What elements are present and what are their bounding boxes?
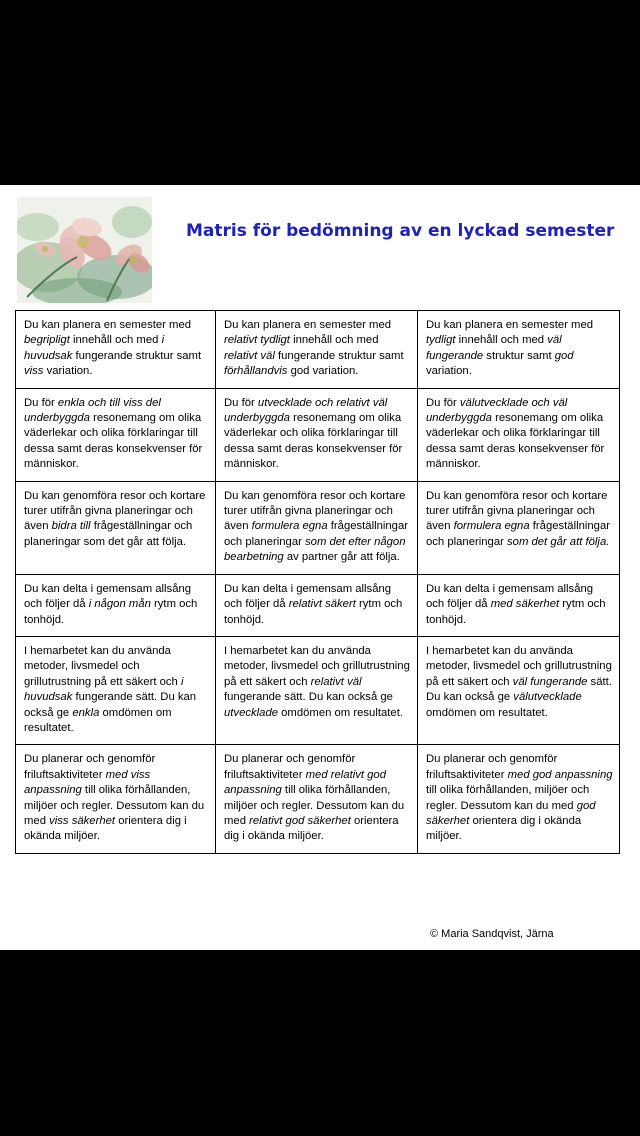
cell-text: innehåll och med — [69, 334, 162, 347]
copyright-footer: © Maria Sandqvist, Järna — [430, 928, 554, 940]
assessment-matrix — [15, 310, 620, 854]
cell-text: orientera dig i okända miljöer. — [426, 814, 582, 843]
cell-text: Du kan genomföra resor och kortare turer utifrån givna planeringar och även — [426, 489, 608, 533]
flower-watercolor-icon — [17, 197, 152, 303]
cell-text: fungerande struktur samt — [274, 349, 404, 362]
matrix-row — [16, 574, 620, 636]
cell-text: omdömen om resultatet. — [24, 706, 172, 734]
cell-text: Du kan delta i gemensam allsång och följer då — [426, 582, 594, 611]
matrix-row — [16, 388, 620, 481]
matrix-cell — [16, 636, 216, 744]
cell-text: fungerande sätt. Du kan också ge — [224, 691, 393, 704]
emphasis-text: i huvudsak — [24, 334, 165, 362]
emphasis-text: väl fungerande — [426, 334, 562, 362]
emphasis-text: bidra till — [51, 520, 91, 533]
emphasis-text: formulera egna — [251, 520, 328, 533]
emphasis-text: god säkerhet — [426, 799, 596, 827]
emphasis-text: med säkerhet — [490, 598, 560, 611]
matrix-row — [16, 745, 620, 853]
cell-text: resonemang om olika väderlekar och olika förklaringar till dessa samt deras konsekvenser för människor. — [426, 412, 605, 471]
emphasis-text: som det går att följa. — [507, 535, 610, 548]
cell-text: struktur samt — [483, 349, 555, 362]
cell-text: Du kan planera en semester med — [426, 319, 594, 331]
cell-text: Du planerar och genomför friluftsaktiviteter — [24, 753, 156, 781]
matrix-cell — [216, 311, 418, 389]
document-title: Matris för bedömning av en lyckad semester — [186, 221, 615, 241]
cell-text: frågeställningar och planeringar — [224, 520, 409, 548]
matrix-cell — [16, 745, 216, 853]
matrix-cell — [216, 636, 418, 744]
emphasis-text: utvecklade och relativt väl underbyggda — [224, 396, 388, 425]
matrix-cell — [16, 574, 216, 636]
cell-text: Du kan delta i gemensam allsång och följer då — [224, 582, 392, 611]
cell-text: innehåll och med — [289, 334, 379, 347]
matrix-row — [16, 311, 620, 389]
matrix-cell — [418, 388, 620, 481]
emphasis-text: med viss anpassning — [24, 768, 151, 797]
emphasis-text: relativt god säkerhet — [249, 814, 351, 827]
emphasis-text: utvecklade — [224, 706, 279, 719]
cell-text: Du kan genomföra resor och kortare turer utifrån givna planeringar och även — [24, 489, 206, 533]
emphasis-text: med god anpassning — [507, 768, 613, 781]
emphasis-text: med relativt god anpassning — [224, 768, 386, 797]
emphasis-text: enkla — [72, 706, 100, 719]
emphasis-text: god — [554, 349, 574, 362]
cell-text: Du planerar och genomför friluftsaktiviteter — [426, 753, 558, 781]
cell-text: rytm och tonhöjd. — [24, 598, 198, 626]
cell-text: innehåll och med — [455, 334, 548, 347]
cell-text: Du kan genomföra resor och kortare turer utifrån givna planeringar och även — [224, 489, 406, 533]
cell-text: frågeställningar och planeringar — [426, 520, 611, 548]
cell-text: variation. — [426, 365, 472, 378]
flower-illustration — [17, 197, 152, 303]
cell-text: rytm och tonhöjd. — [224, 598, 403, 626]
cell-text: Du kan planera en semester med — [224, 319, 392, 331]
cell-text: orientera dig i okända miljöer. — [224, 814, 399, 843]
cell-text: I hemarbetet kan du använda metoder, livsmedel och grillutrustning på ett säkert och — [426, 644, 612, 688]
document-page — [0, 185, 640, 950]
cell-text: orientera dig i okända miljöer. — [24, 814, 187, 843]
cell-text: Du för — [24, 396, 58, 409]
emphasis-text: viss — [24, 365, 44, 378]
matrix-cell — [16, 311, 216, 389]
cell-text: I hemarbetet kan du använda metoder, livsmedel och grillutrustning på ett säkert och — [224, 644, 410, 688]
emphasis-text: i huvudsak — [24, 675, 184, 704]
cell-text: resonemang om olika väderlekar och olika förklaringar till dessa samt deras konsekvenser för människor. — [224, 412, 403, 471]
cell-text: resonemang om olika väderlekar och olika förklaringar till dessa samt deras konsekvenser för människor. — [24, 412, 203, 471]
emphasis-text: formulera egna — [453, 520, 530, 533]
emphasis-text: relativt väl — [310, 675, 362, 688]
emphasis-text: relativt väl — [224, 349, 275, 362]
matrix-cell — [418, 481, 620, 574]
cell-text: variation. — [43, 365, 93, 378]
emphasis-text: förhållandvis — [224, 365, 288, 378]
matrix-cell — [418, 311, 620, 389]
cell-text: rytm och tonhöjd. — [426, 598, 606, 626]
cell-text: god variation. — [287, 365, 359, 378]
matrix-cell — [216, 388, 418, 481]
emphasis-text: viss säkerhet — [49, 814, 116, 827]
emphasis-text: relativt säkert — [288, 598, 356, 611]
cell-text: omdömen om resultatet. — [278, 706, 403, 719]
emphasis-text: välutvecklade och väl underbyggda — [426, 396, 568, 425]
emphasis-text: begripligt — [24, 334, 70, 347]
matrix-cell — [216, 745, 418, 853]
cell-text: sätt. Du kan också ge — [426, 675, 612, 704]
cell-text: fungerande sätt. Du kan också ge — [24, 691, 197, 719]
cell-text: frågeställningar och planeringar som det går att följa. — [24, 520, 193, 548]
emphasis-text: tydligt — [426, 334, 456, 347]
cell-text: till olika förhållanden, miljöer och regler. Dessutom kan du med — [426, 784, 590, 812]
matrix-cell — [216, 481, 418, 574]
matrix-cell — [418, 745, 620, 853]
cell-text: till olika förhållanden, miljöer och regler. Dessutom kan du med — [24, 784, 205, 827]
emphasis-text: som det efter någon bearbetning — [224, 535, 406, 564]
matrix-cell — [16, 481, 216, 574]
cell-text: Du kan planera en semester med — [24, 319, 192, 331]
matrix-cell — [418, 574, 620, 636]
cell-text: Du kan delta i gemensam allsång och följer då — [24, 582, 192, 611]
cell-text: I hemarbetet kan du använda metoder, livsmedel och grillutrustning på ett säkert och — [24, 644, 181, 688]
matrix-row — [16, 481, 620, 574]
cell-text: av partner går att följa. — [283, 551, 400, 564]
cell-text: Du för — [224, 396, 258, 409]
matrix-cell — [216, 574, 418, 636]
cell-text: Du planerar och genomför friluftsaktiviteter — [224, 753, 356, 781]
emphasis-text: i någon mån — [88, 598, 151, 611]
matrix-cell — [418, 636, 620, 744]
emphasis-text: enkla och till viss del underbyggda — [24, 396, 161, 425]
matrix-row — [16, 636, 620, 744]
emphasis-text: relativt tydligt — [224, 334, 290, 347]
cell-text: till olika förhållanden, miljöer och regler. Dessutom kan du med — [224, 784, 405, 827]
emphasis-text: välutvecklade — [513, 691, 582, 704]
cell-text: Du för — [426, 396, 460, 409]
matrix-cell — [16, 388, 216, 481]
emphasis-text: väl fungerande — [512, 675, 588, 688]
cell-text: fungerande struktur samt — [72, 349, 202, 362]
cell-text: omdömen om resultatet. — [426, 706, 548, 719]
